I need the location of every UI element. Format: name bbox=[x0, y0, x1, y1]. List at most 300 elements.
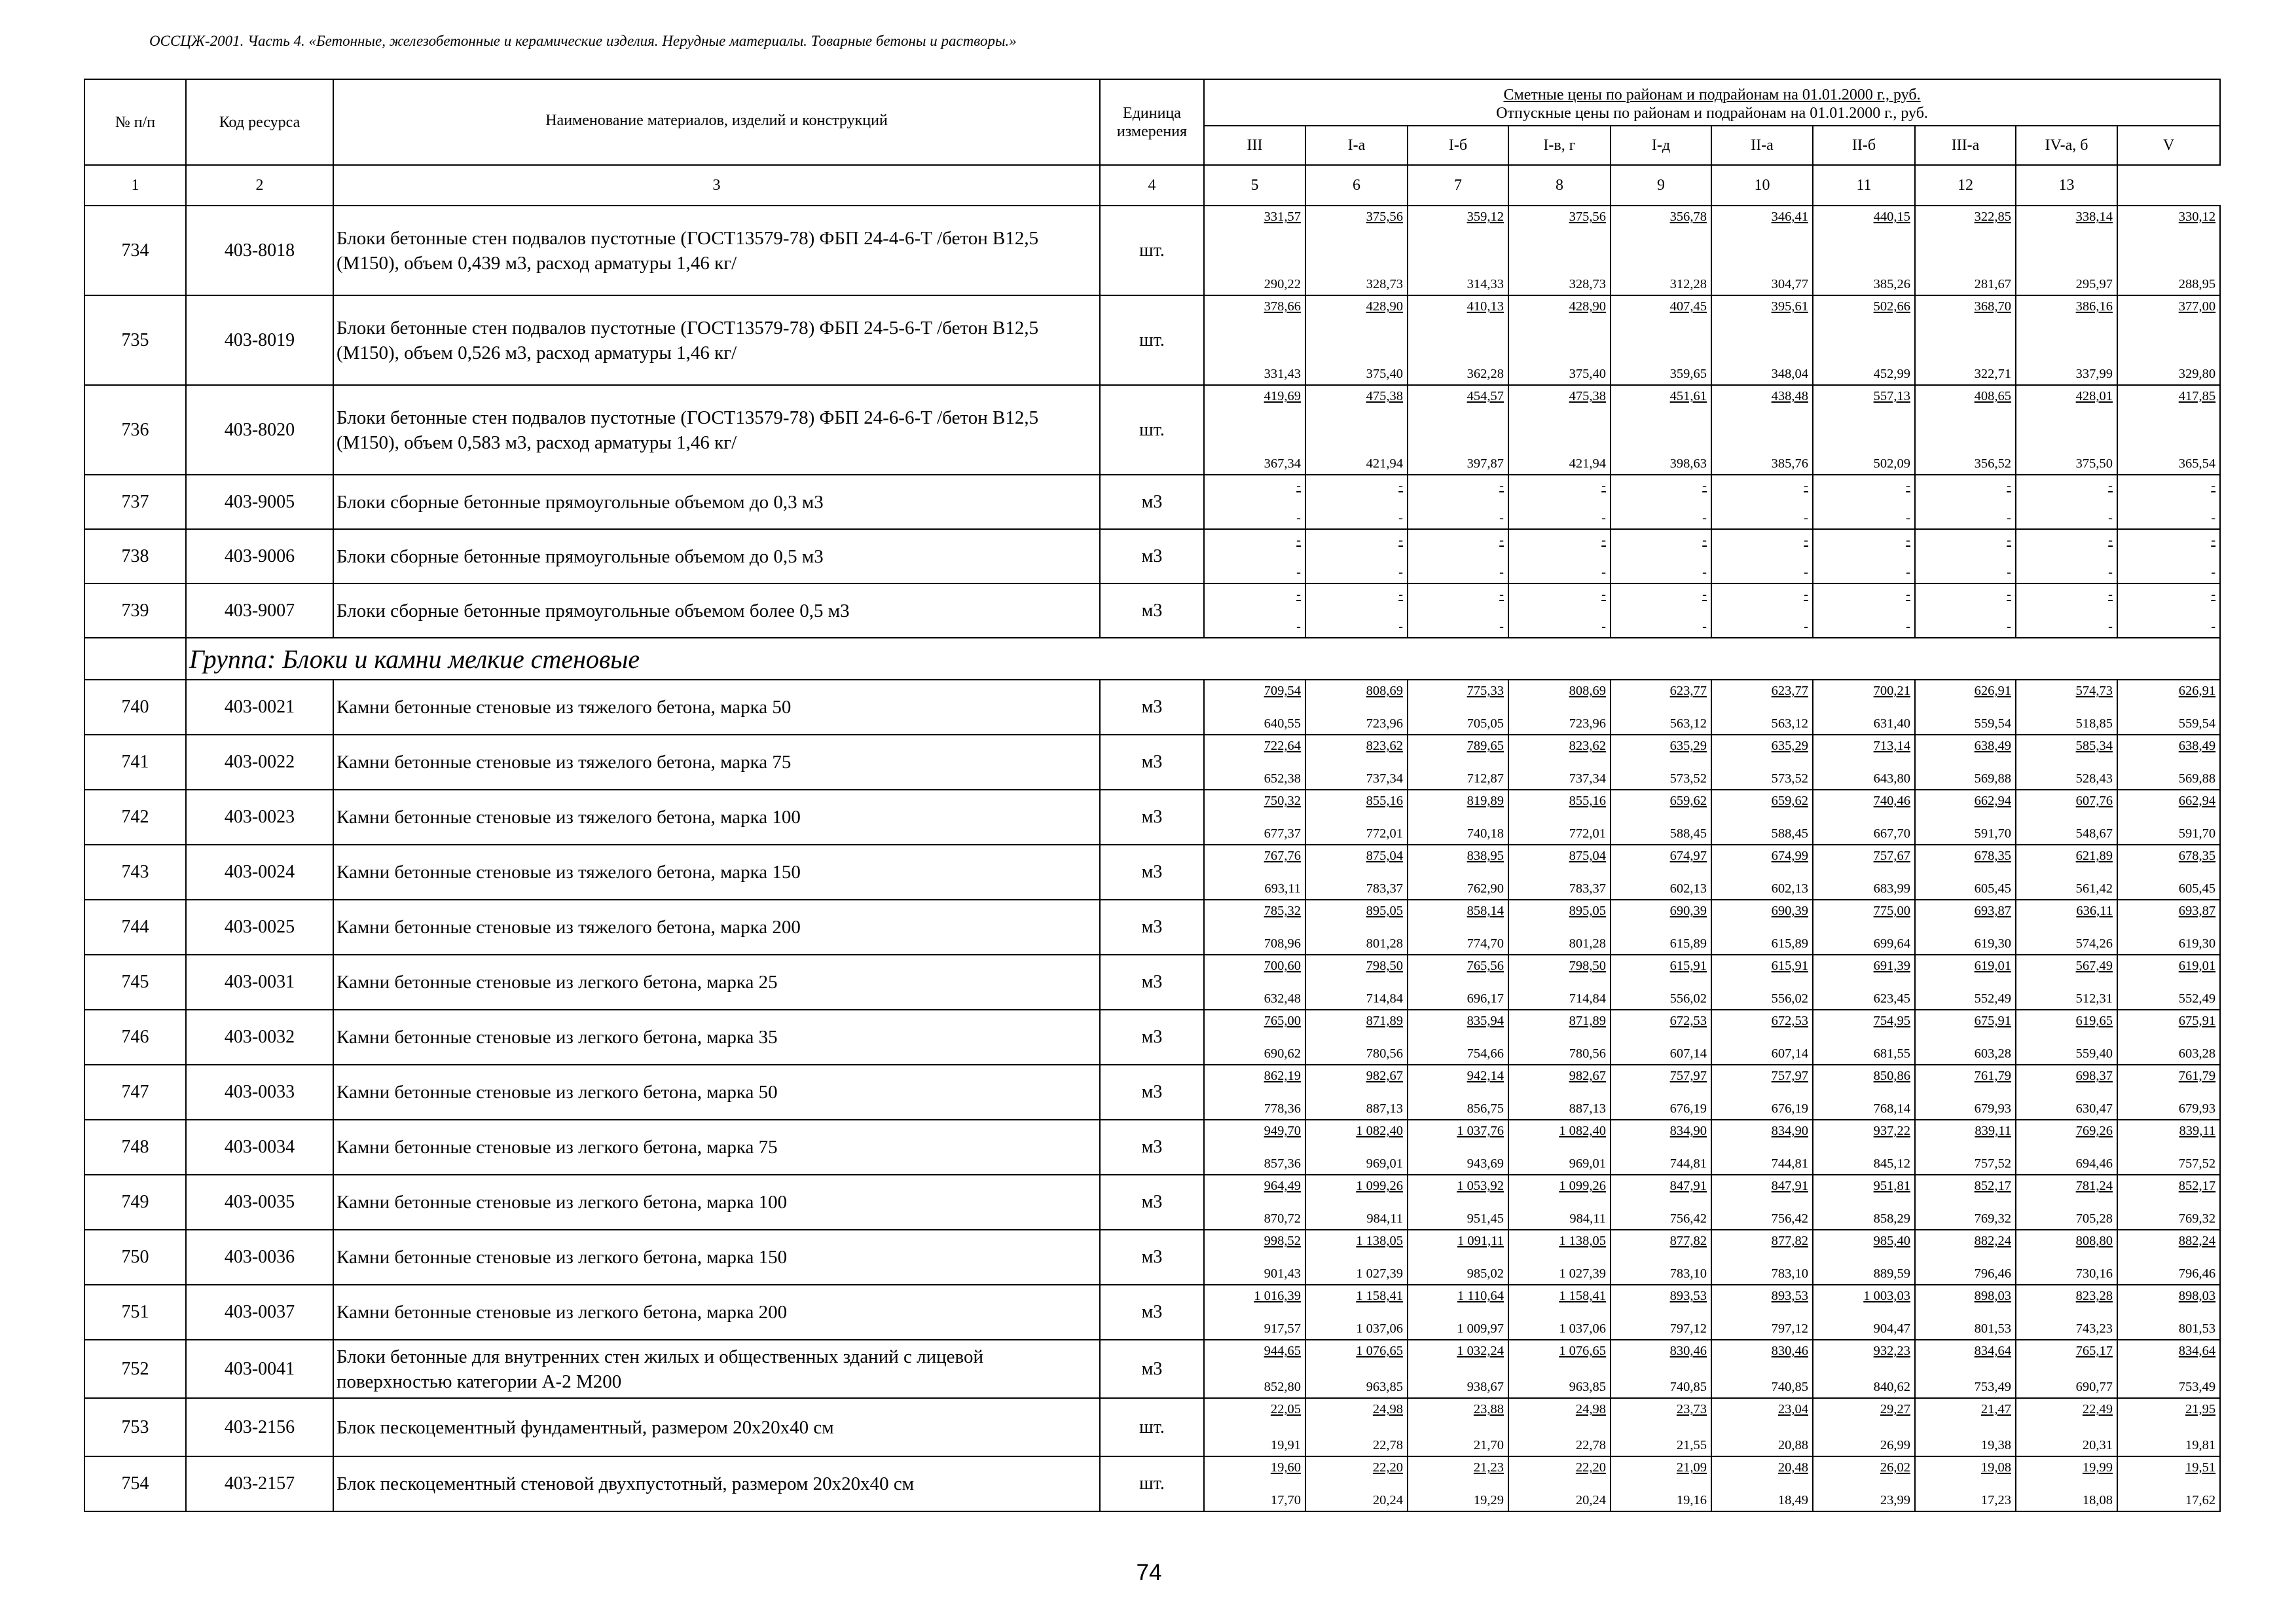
wholesale-price: 667,70 bbox=[1873, 826, 1910, 841]
table-row bbox=[84, 1065, 2220, 1120]
price-pair bbox=[2016, 584, 2117, 637]
estimated-price: 700,21 bbox=[1873, 684, 1910, 698]
price-cell bbox=[1508, 1230, 1611, 1285]
wholesale-price: 696,17 bbox=[1467, 991, 1504, 1006]
wholesale-price: 331,43 bbox=[1264, 367, 1301, 381]
price-pair bbox=[2016, 955, 2117, 1009]
wholesale-price: - bbox=[2007, 511, 2011, 525]
wholesale-price: 375,50 bbox=[2075, 456, 2113, 471]
price-cell bbox=[1611, 1065, 1711, 1120]
wholesale-price: 602,13 bbox=[1771, 881, 1808, 896]
header-unit: Единица измерения bbox=[1100, 79, 1204, 165]
wholesale-price: 563,12 bbox=[1669, 716, 1707, 731]
unit: м3 bbox=[1100, 1340, 1204, 1398]
estimated-price: 893,53 bbox=[1669, 1289, 1707, 1303]
price-cell bbox=[2117, 1398, 2220, 1456]
price-cell bbox=[1711, 790, 1813, 845]
wholesale-price: 783,37 bbox=[1569, 881, 1606, 896]
price-cell bbox=[2117, 1340, 2220, 1398]
price-pair bbox=[1813, 1285, 1914, 1339]
wholesale-price: 756,42 bbox=[1771, 1211, 1808, 1226]
price-cell bbox=[1408, 845, 1508, 900]
price-pair bbox=[1509, 530, 1610, 583]
wholesale-price: 631,40 bbox=[1873, 716, 1910, 731]
estimated-price: 944,65 bbox=[1264, 1344, 1301, 1358]
price-pair bbox=[2118, 206, 2219, 295]
estimated-price: 22,05 bbox=[1270, 1402, 1301, 1416]
price-pair bbox=[1205, 1010, 1305, 1064]
header-column-number: 11 bbox=[1813, 165, 1915, 206]
estimated-price: 567,49 bbox=[2075, 959, 2113, 973]
estimated-price: 781,24 bbox=[2075, 1179, 2113, 1193]
wholesale-price: 772,01 bbox=[1569, 826, 1606, 841]
estimated-price: 877,82 bbox=[1669, 1234, 1707, 1248]
wholesale-price: 801,53 bbox=[1974, 1321, 2011, 1336]
wholesale-price: - bbox=[1906, 619, 1910, 634]
price-pair bbox=[1205, 206, 1305, 295]
price-cell bbox=[1813, 900, 1915, 955]
price-pair bbox=[1306, 900, 1407, 954]
wholesale-price: - bbox=[2211, 565, 2216, 580]
row-number: 741 bbox=[84, 735, 186, 790]
wholesale-price: 740,18 bbox=[1467, 826, 1504, 841]
price-cell bbox=[1813, 583, 1915, 638]
price-pair bbox=[1205, 530, 1305, 583]
price-pair bbox=[2118, 1285, 2219, 1339]
estimated-price: 898,03 bbox=[1974, 1289, 2011, 1303]
price-pair bbox=[2016, 530, 2117, 583]
wholesale-price: 502,09 bbox=[1873, 456, 1910, 471]
estimated-price: 1 099,26 bbox=[1356, 1179, 1403, 1193]
wholesale-price: 1 037,06 bbox=[1356, 1321, 1403, 1336]
table-row bbox=[84, 680, 2220, 735]
price-cell bbox=[1711, 1120, 1813, 1175]
price-pair bbox=[1408, 735, 1508, 789]
price-cell bbox=[1711, 680, 1813, 735]
price-pair bbox=[1611, 1340, 1711, 1397]
wholesale-price: 23,99 bbox=[1880, 1493, 1910, 1507]
price-pair bbox=[1712, 1175, 1812, 1229]
wholesale-price: 20,88 bbox=[1777, 1438, 1808, 1452]
estimated-price: 819,89 bbox=[1467, 794, 1504, 808]
price-pair bbox=[1712, 584, 1812, 637]
price-cell bbox=[1915, 845, 2016, 900]
wholesale-price: 20,24 bbox=[1575, 1493, 1606, 1507]
price-cell bbox=[2117, 206, 2220, 295]
estimated-price: 386,16 bbox=[2075, 299, 2113, 314]
header-estimated-prices: Сметные цены по районам и подрайонам на 01.01.2000 г., руб. bbox=[1503, 86, 1921, 103]
estimated-price: 937,22 bbox=[1873, 1124, 1910, 1138]
price-cell bbox=[1204, 1065, 1305, 1120]
price-pair bbox=[1813, 1340, 1914, 1397]
estimated-price: 674,97 bbox=[1669, 849, 1707, 863]
price-pair bbox=[1509, 845, 1610, 899]
estimated-price: 871,89 bbox=[1366, 1014, 1403, 1028]
estimated-price: 619,01 bbox=[2178, 959, 2216, 973]
price-pair bbox=[1611, 530, 1711, 583]
estimated-price: - bbox=[1906, 479, 1910, 493]
wholesale-price: 421,94 bbox=[1366, 456, 1403, 471]
price-pair bbox=[1306, 584, 1407, 637]
price-cell bbox=[1204, 475, 1305, 529]
wholesale-price: 607,14 bbox=[1771, 1046, 1808, 1061]
price-cell bbox=[1305, 583, 1408, 638]
estimated-price: 557,13 bbox=[1873, 389, 1910, 403]
estimated-price: 1 082,40 bbox=[1559, 1124, 1606, 1138]
price-pair bbox=[1611, 735, 1711, 789]
price-pair bbox=[1611, 1399, 1711, 1456]
wholesale-price: 375,40 bbox=[1366, 367, 1403, 381]
price-pair bbox=[1813, 735, 1914, 789]
price-cell bbox=[1915, 1398, 2016, 1456]
price-pair bbox=[2016, 386, 2117, 474]
price-pair bbox=[2016, 1285, 2117, 1339]
estimated-price: 419,69 bbox=[1264, 389, 1301, 403]
price-pair bbox=[1205, 475, 1305, 528]
estimated-price: 798,50 bbox=[1569, 959, 1606, 973]
estimated-price: 359,12 bbox=[1467, 210, 1504, 224]
wholesale-price: 780,56 bbox=[1569, 1046, 1606, 1061]
price-cell bbox=[1813, 680, 1915, 735]
price-pair bbox=[1916, 1175, 2015, 1229]
price-cell bbox=[1508, 295, 1611, 385]
wholesale-price: 757,52 bbox=[2178, 1156, 2216, 1171]
wholesale-price: 559,54 bbox=[2178, 716, 2216, 731]
unit: м3 bbox=[1100, 845, 1204, 900]
price-cell bbox=[2117, 1285, 2220, 1340]
estimated-price: 23,73 bbox=[1676, 1402, 1707, 1416]
wholesale-price: 840,62 bbox=[1873, 1380, 1910, 1394]
wholesale-price: - bbox=[1398, 565, 1403, 580]
estimated-price: 1 138,05 bbox=[1559, 1234, 1606, 1248]
wholesale-price: 26,99 bbox=[1880, 1438, 1910, 1452]
estimated-price: - bbox=[2108, 479, 2113, 493]
wholesale-price: 337,99 bbox=[2075, 367, 2113, 381]
price-cell bbox=[2016, 295, 2117, 385]
price-cell bbox=[1711, 1456, 1813, 1511]
header-region: I-д bbox=[1611, 126, 1711, 165]
price-cell bbox=[1915, 955, 2016, 1010]
wholesale-price: 693,11 bbox=[1264, 881, 1301, 896]
price-cell bbox=[1204, 529, 1305, 583]
price-cell bbox=[1408, 1175, 1508, 1230]
row-number: 736 bbox=[84, 385, 186, 475]
price-cell bbox=[1813, 475, 1915, 529]
estimated-price: 757,97 bbox=[1771, 1069, 1808, 1083]
resource-code: 403-0025 bbox=[186, 900, 333, 955]
price-pair bbox=[1205, 386, 1305, 474]
price-cell bbox=[2117, 529, 2220, 583]
price-pair bbox=[2016, 206, 2117, 295]
estimated-price: 982,67 bbox=[1569, 1069, 1606, 1083]
wholesale-price: 705,28 bbox=[2075, 1211, 2113, 1226]
wholesale-price: 681,55 bbox=[1873, 1046, 1910, 1061]
price-cell bbox=[1611, 1120, 1711, 1175]
wholesale-price: 398,63 bbox=[1669, 456, 1707, 471]
estimated-price: - bbox=[1804, 533, 1808, 547]
resource-code: 403-0023 bbox=[186, 790, 333, 845]
price-pair bbox=[2016, 680, 2117, 734]
wholesale-price: 518,85 bbox=[2075, 716, 2113, 731]
wholesale-price: 963,85 bbox=[1569, 1380, 1606, 1394]
price-cell bbox=[1915, 295, 2016, 385]
wholesale-price: 17,62 bbox=[2185, 1493, 2216, 1507]
price-pair bbox=[1813, 955, 1914, 1009]
price-pair bbox=[1509, 1065, 1610, 1119]
wholesale-price: 772,01 bbox=[1366, 826, 1403, 841]
estimated-price: 850,86 bbox=[1873, 1069, 1910, 1083]
estimated-price: - bbox=[1702, 533, 1707, 547]
price-pair bbox=[1205, 955, 1305, 1009]
wholesale-price: 607,14 bbox=[1669, 1046, 1707, 1061]
price-cell bbox=[1611, 529, 1711, 583]
estimated-price: 964,49 bbox=[1264, 1179, 1301, 1193]
wholesale-price: 559,54 bbox=[1974, 716, 2011, 731]
wholesale-price: 643,80 bbox=[1873, 771, 1910, 786]
header-wholesale-prices: Отпускные цены по районам и подрайонам на 01.01.2000 г., руб. bbox=[1496, 105, 1928, 122]
price-table bbox=[84, 79, 2221, 1512]
header-column-number: 12 bbox=[1915, 165, 2016, 206]
wholesale-price: - bbox=[1702, 511, 1707, 525]
wholesale-price: 19,16 bbox=[1676, 1493, 1707, 1507]
price-pair bbox=[2118, 900, 2219, 954]
estimated-price: 1 053,92 bbox=[1457, 1179, 1504, 1193]
estimated-price: 330,12 bbox=[2178, 210, 2216, 224]
price-pair bbox=[1306, 1399, 1407, 1456]
wholesale-price: 569,88 bbox=[2178, 771, 2216, 786]
wholesale-price: 969,01 bbox=[1569, 1156, 1606, 1171]
wholesale-price: 288,95 bbox=[2178, 277, 2216, 291]
price-pair bbox=[1916, 475, 2015, 528]
price-cell bbox=[1611, 790, 1711, 845]
wholesale-price: 858,29 bbox=[1873, 1211, 1910, 1226]
wholesale-price: 20,24 bbox=[1372, 1493, 1403, 1507]
estimated-price: 823,28 bbox=[2075, 1289, 2113, 1303]
price-cell bbox=[1611, 206, 1711, 295]
price-pair bbox=[1408, 475, 1508, 528]
price-cell bbox=[1813, 385, 1915, 475]
price-cell bbox=[1711, 1230, 1813, 1285]
wholesale-price: 984,11 bbox=[1569, 1211, 1606, 1226]
price-pair bbox=[2118, 790, 2219, 844]
price-cell bbox=[1408, 680, 1508, 735]
price-pair bbox=[1611, 1175, 1711, 1229]
wholesale-price: 591,70 bbox=[2178, 826, 2216, 841]
row-number: 747 bbox=[84, 1065, 186, 1120]
wholesale-price: 605,45 bbox=[1974, 881, 2011, 896]
price-pair bbox=[1509, 1340, 1610, 1397]
price-pair bbox=[1205, 1340, 1305, 1397]
price-cell bbox=[1813, 1120, 1915, 1175]
estimated-price: - bbox=[2211, 587, 2216, 602]
wholesale-price: 603,28 bbox=[2178, 1046, 2216, 1061]
wholesale-price: - bbox=[2211, 511, 2216, 525]
price-pair bbox=[1408, 386, 1508, 474]
resource-code: 403-2157 bbox=[186, 1456, 333, 1511]
price-pair bbox=[1712, 530, 1812, 583]
estimated-price: 855,16 bbox=[1366, 794, 1403, 808]
price-pair bbox=[1813, 1120, 1914, 1174]
price-pair bbox=[1813, 1010, 1914, 1064]
wholesale-price: 683,99 bbox=[1873, 881, 1910, 896]
estimated-price: 754,95 bbox=[1873, 1014, 1910, 1028]
price-pair bbox=[1205, 1285, 1305, 1339]
wholesale-price: 20,31 bbox=[2082, 1438, 2113, 1452]
estimated-price: 949,70 bbox=[1264, 1124, 1301, 1138]
price-cell bbox=[1305, 1285, 1408, 1340]
table-row bbox=[84, 1120, 2220, 1175]
price-pair bbox=[1509, 1285, 1610, 1339]
wholesale-price: 887,13 bbox=[1366, 1101, 1403, 1116]
estimated-price: 693,87 bbox=[1974, 904, 2011, 918]
price-cell bbox=[2117, 1010, 2220, 1065]
wholesale-price: 561,42 bbox=[2075, 881, 2113, 896]
price-pair bbox=[1205, 900, 1305, 954]
estimated-price: 475,38 bbox=[1366, 389, 1403, 403]
price-cell bbox=[1915, 900, 2016, 955]
resource-code: 403-8019 bbox=[186, 295, 333, 385]
wholesale-price: 676,19 bbox=[1669, 1101, 1707, 1116]
estimated-price: 847,91 bbox=[1669, 1179, 1707, 1193]
estimated-price: - bbox=[2007, 587, 2011, 602]
row-number: 751 bbox=[84, 1285, 186, 1340]
price-cell bbox=[1711, 295, 1813, 385]
estimated-price: 690,39 bbox=[1669, 904, 1707, 918]
price-pair bbox=[1611, 790, 1711, 844]
estimated-price: 502,66 bbox=[1873, 299, 1910, 314]
wholesale-price: 797,12 bbox=[1669, 1321, 1707, 1336]
wholesale-price: - bbox=[2108, 619, 2113, 634]
price-cell bbox=[1305, 1175, 1408, 1230]
price-pair bbox=[1509, 955, 1610, 1009]
price-cell bbox=[1204, 680, 1305, 735]
wholesale-price: 801,53 bbox=[2178, 1321, 2216, 1336]
estimated-price: 672,53 bbox=[1669, 1014, 1707, 1028]
wholesale-price: 744,81 bbox=[1669, 1156, 1707, 1171]
estimated-price: 834,90 bbox=[1669, 1124, 1707, 1138]
estimated-price: - bbox=[2108, 587, 2113, 602]
wholesale-price: - bbox=[1601, 565, 1606, 580]
wholesale-price: - bbox=[1601, 511, 1606, 525]
price-pair bbox=[1408, 1230, 1508, 1284]
price-cell bbox=[1204, 206, 1305, 295]
row-number: 749 bbox=[84, 1175, 186, 1230]
price-pair bbox=[2118, 680, 2219, 734]
price-cell bbox=[1508, 385, 1611, 475]
estimated-price: 29,27 bbox=[1880, 1402, 1910, 1416]
price-cell bbox=[2016, 1285, 2117, 1340]
price-pair bbox=[1611, 475, 1711, 528]
estimated-price: 830,46 bbox=[1771, 1344, 1808, 1358]
price-cell bbox=[1305, 385, 1408, 475]
price-pair bbox=[1813, 530, 1914, 583]
price-cell bbox=[1305, 790, 1408, 845]
row-number: 745 bbox=[84, 955, 186, 1010]
table-row bbox=[84, 1398, 2220, 1456]
price-cell bbox=[1915, 1230, 2016, 1285]
estimated-price: 21,23 bbox=[1473, 1460, 1504, 1475]
price-pair bbox=[2016, 845, 2117, 899]
price-pair bbox=[2118, 955, 2219, 1009]
price-cell bbox=[1204, 295, 1305, 385]
price-cell bbox=[1915, 206, 2016, 295]
price-pair bbox=[1306, 1285, 1407, 1339]
price-pair bbox=[1408, 296, 1508, 384]
wholesale-price: 632,48 bbox=[1264, 991, 1301, 1006]
price-pair bbox=[2118, 1399, 2219, 1456]
header-column-number: 5 bbox=[1204, 165, 1305, 206]
price-cell bbox=[1813, 1285, 1915, 1340]
wholesale-price: - bbox=[1296, 565, 1301, 580]
price-pair bbox=[1408, 530, 1508, 583]
estimated-price: 808,69 bbox=[1366, 684, 1403, 698]
estimated-price: 1 076,65 bbox=[1559, 1344, 1606, 1358]
estimated-price: 875,04 bbox=[1366, 849, 1403, 863]
unit: м3 bbox=[1100, 1285, 1204, 1340]
price-pair bbox=[1509, 386, 1610, 474]
wholesale-price: - bbox=[2007, 619, 2011, 634]
wholesale-price: 796,46 bbox=[2178, 1266, 2216, 1281]
estimated-price: 985,40 bbox=[1873, 1234, 1910, 1248]
price-pair bbox=[2118, 1175, 2219, 1229]
wholesale-price: 796,46 bbox=[1974, 1266, 2011, 1281]
wholesale-price: 563,12 bbox=[1771, 716, 1808, 731]
unit: м3 bbox=[1100, 1065, 1204, 1120]
estimated-price: 662,94 bbox=[1974, 794, 2011, 808]
header-column-number: 2 bbox=[186, 165, 333, 206]
price-pair bbox=[1306, 845, 1407, 899]
group-row bbox=[84, 638, 2220, 680]
price-pair bbox=[1611, 955, 1711, 1009]
price-cell bbox=[2117, 1456, 2220, 1511]
price-cell bbox=[1813, 1340, 1915, 1398]
wholesale-price: 588,45 bbox=[1771, 826, 1808, 841]
price-cell bbox=[1915, 1456, 2016, 1511]
estimated-price: 638,49 bbox=[2178, 739, 2216, 753]
wholesale-price: - bbox=[2211, 619, 2216, 634]
price-pair bbox=[2016, 1230, 2117, 1284]
price-pair bbox=[1916, 900, 2015, 954]
estimated-price: 574,73 bbox=[2075, 684, 2113, 698]
wholesale-price: 362,28 bbox=[1467, 367, 1504, 381]
price-cell bbox=[1915, 583, 2016, 638]
price-pair bbox=[1712, 790, 1812, 844]
estimated-price: 24,98 bbox=[1372, 1402, 1403, 1416]
price-cell bbox=[1813, 1010, 1915, 1065]
price-pair bbox=[1306, 206, 1407, 295]
table-row bbox=[84, 529, 2220, 583]
table-row bbox=[84, 475, 2220, 529]
price-pair bbox=[1611, 1230, 1711, 1284]
price-pair bbox=[2016, 1065, 2117, 1119]
price-cell bbox=[1508, 1456, 1611, 1511]
row-number: 740 bbox=[84, 680, 186, 735]
wholesale-price: 21,70 bbox=[1473, 1438, 1504, 1452]
price-pair bbox=[1408, 1065, 1508, 1119]
wholesale-price: 559,40 bbox=[2075, 1046, 2113, 1061]
price-cell bbox=[2016, 955, 2117, 1010]
wholesale-price: 19,29 bbox=[1473, 1493, 1504, 1507]
estimated-price: - bbox=[1296, 479, 1301, 493]
estimated-price: 690,39 bbox=[1771, 904, 1808, 918]
wholesale-price: 984,11 bbox=[1366, 1211, 1403, 1226]
price-pair bbox=[1306, 1230, 1407, 1284]
price-pair bbox=[1813, 1175, 1914, 1229]
price-cell bbox=[1408, 1010, 1508, 1065]
price-cell bbox=[1508, 1340, 1611, 1398]
price-pair bbox=[1408, 1120, 1508, 1174]
table-row bbox=[84, 735, 2220, 790]
